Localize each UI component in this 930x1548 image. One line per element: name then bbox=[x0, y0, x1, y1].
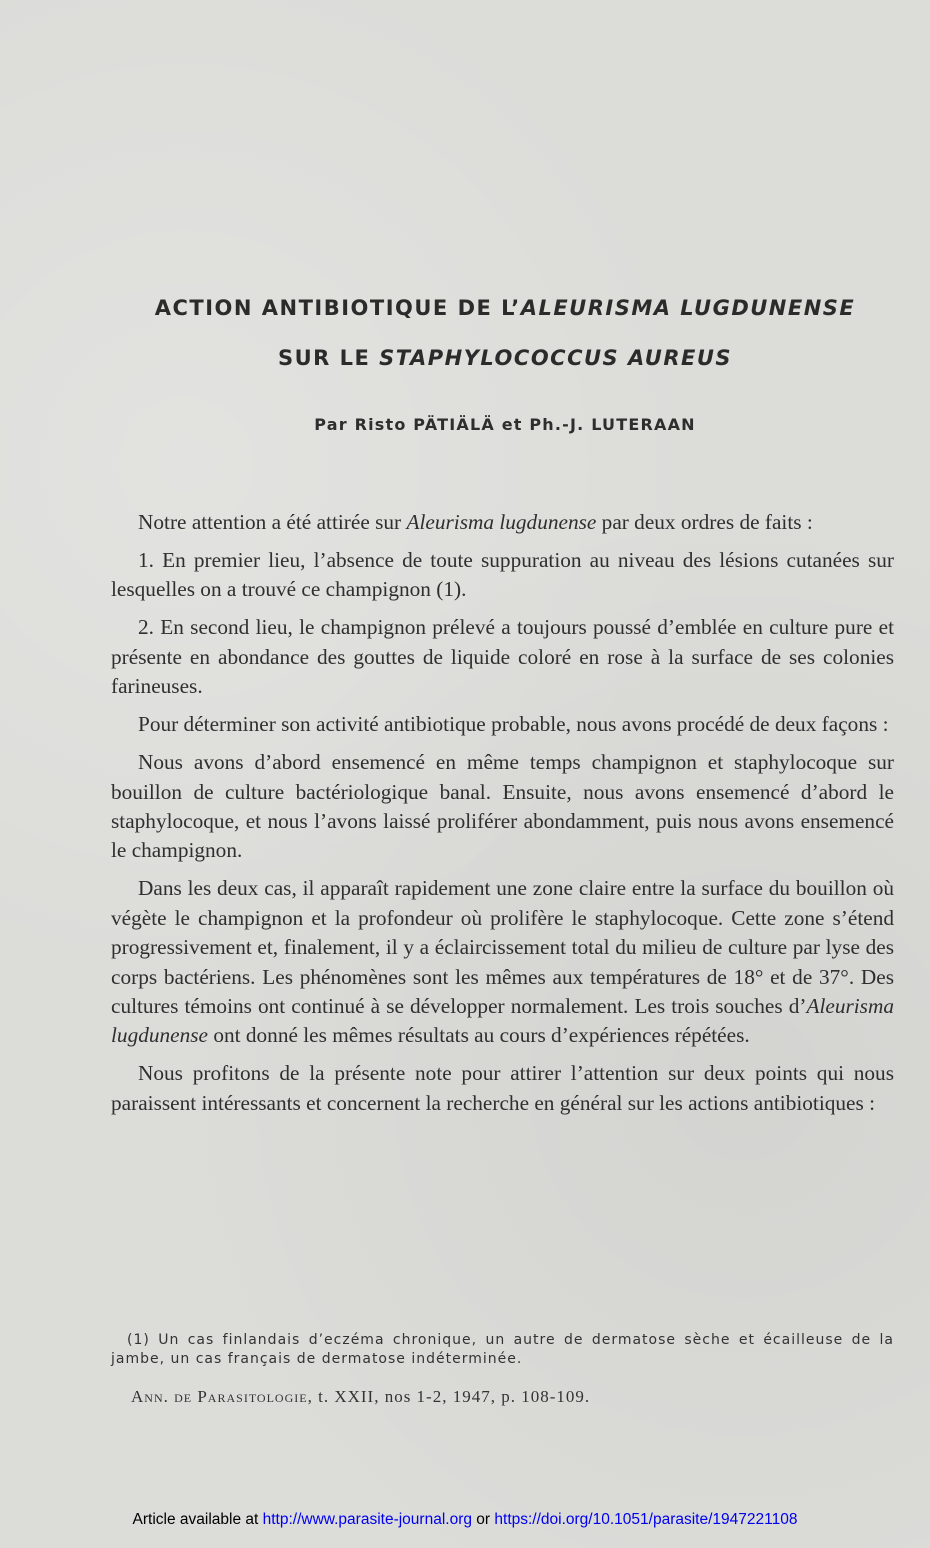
title-prefix-2: SUR LE bbox=[277, 346, 380, 370]
paragraph-1-text-b: par deux ordres de faits : bbox=[596, 510, 813, 534]
article-title-line-2 bbox=[110, 346, 900, 370]
footnote: (1) Un cas finlandais d’eczéma chronique, un autre de dermatose sèche et écailleuse de la jambe, un cas français de dermatose indéterminée. bbox=[111, 1332, 894, 1367]
paragraph-2: 1. En premier lieu, l’absence de toute suppuration au niveau des lésions cutanées sur lesquelles on a trouvé ce champignon (1). bbox=[111, 548, 894, 602]
paragraph-7: Nous profitons de la présente note pour attirer l’attention sur deux points qui nous paraissent intéressants et concernent la recherche en général sur les actions antibiotiques : bbox=[111, 1061, 894, 1115]
paragraph-6-text-a: Dans les deux cas, il apparaît rapidement une zone claire entre la surface du bouillon où végète le champignon et la profondeur où prolifère le staphylocoque. Cette zone s’étend progressivement et, finalement, il y a éclaircissement total du milieu de culture par lyse des corps bactériens. Les phénomènes sont les mêmes aux températures de 18° et de 37°. Des cultures témoins ont continué à se développer normalement. Les trois souches d’ bbox=[111, 876, 894, 1019]
authors-byline: Par Risto PÄTIÄLÄ et Ph.-J. LUTERAAN bbox=[314, 415, 696, 434]
access-middle: or bbox=[471, 1511, 495, 1528]
journal-name: Ann. de Parasitologie bbox=[131, 1387, 308, 1406]
doi-link[interactable]: https://doi.org/10.1051/parasite/1947221108 bbox=[494, 1511, 798, 1528]
access-prefix: Article available at bbox=[132, 1511, 263, 1528]
article-access-line bbox=[0, 1511, 930, 1529]
paragraph-1 bbox=[111, 508, 894, 537]
article-body bbox=[111, 508, 894, 1127]
citation-details: , t. XXII, nos 1-2, 1947, p. 108-109. bbox=[307, 1387, 591, 1406]
title-prefix: ACTION ANTIBIOTIQUE DE L’ bbox=[154, 296, 521, 320]
title-species: ALEURISMA LUGDUNENSE bbox=[520, 296, 856, 320]
journal-link[interactable]: http://www.parasite-journal.org bbox=[262, 1511, 472, 1528]
paragraph-5: Nous avons d’abord ensemencé en même temps champignon et staphylocoque sur bouillon de culture bactériologique banal. Ensuite, nous avons ensemencé d’abord le staphylocoque, et nous l’avons laissé proliférer abondamment, puis nous avons ensemencé le champignon. bbox=[111, 750, 894, 863]
paragraph-6 bbox=[111, 874, 894, 1050]
paragraph-6-text-b: ont donné les mêmes résultats au cours d’expériences répétées. bbox=[208, 1023, 750, 1048]
paragraph-3: 2. En second lieu, le champignon prélevé a toujours poussé d’emblée en culture pure et présente en abondance des gouttes de liquide coloré en rose à la surface de ses colonies farineuses. bbox=[111, 615, 894, 699]
paragraph-4: Pour déterminer son activité antibiotique probable, nous avons procédé de deux façons : bbox=[138, 712, 889, 737]
journal-citation bbox=[131, 1387, 891, 1407]
paragraph-6-species: Aleurisma lugdunense bbox=[111, 994, 894, 1048]
article-title-line-1 bbox=[110, 296, 900, 320]
paragraph-1-species: Aleurisma lugdunense bbox=[406, 510, 597, 534]
paragraph-1-text-a: Notre attention a été attirée sur bbox=[138, 510, 407, 534]
title-species-2: STAPHYLOCOCCUS AUREUS bbox=[379, 346, 733, 370]
